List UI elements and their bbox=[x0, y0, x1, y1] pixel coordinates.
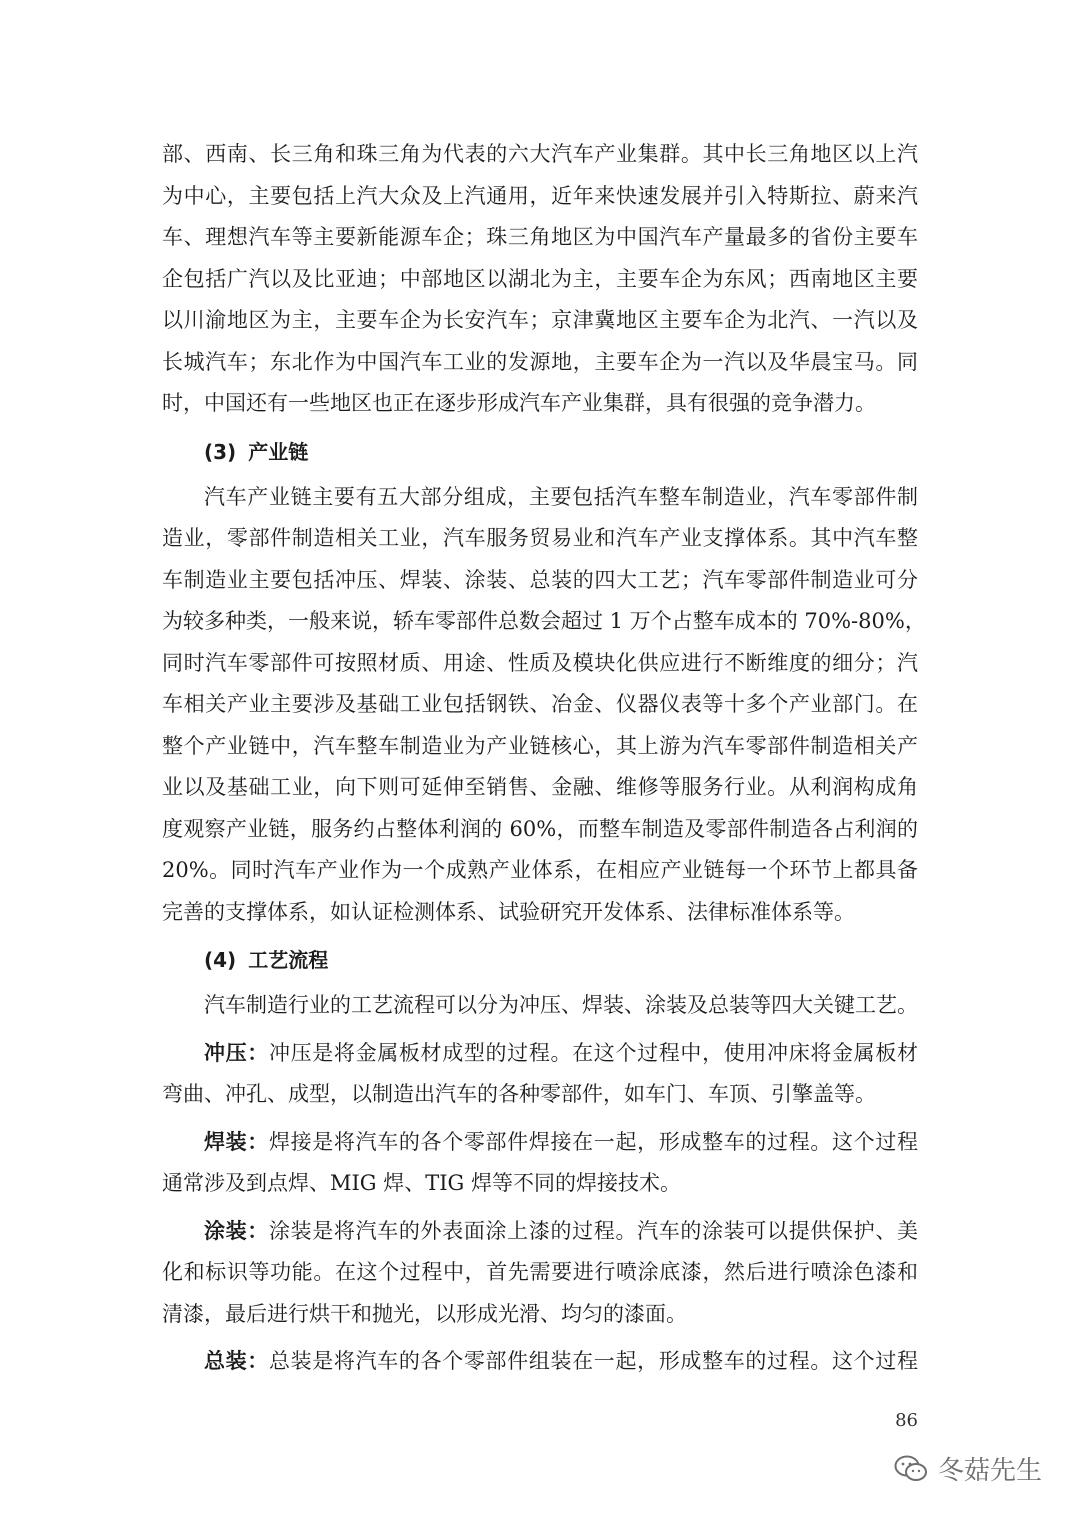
document-body bbox=[162, 134, 926, 1383]
section-number: (3) bbox=[204, 439, 237, 464]
text-line: 通常涉及到点焊、MIG 焊、TIG 焊等不同的焊接技术。 bbox=[162, 1171, 681, 1195]
wechat-icon bbox=[894, 1455, 928, 1483]
section-heading-industry-chain bbox=[162, 429, 918, 475]
text-line: 弯曲、冲孔、成型，以制造出汽车的各种零部件，如车门、车顶、引擎盖等。 bbox=[162, 1082, 876, 1106]
text-line bbox=[162, 1033, 918, 1075]
text-line: 整个产业链中，汽车整车制造业为产业链核心，其上游为汽车零部件制造相关产 bbox=[162, 733, 918, 758]
text-line: 车相关产业主要涉及基础工业包括钢铁、冶金、仪器仪表等十多个产业部门。在 bbox=[162, 692, 918, 716]
text-line: 为较多种类，一般来说，轿车零部件总数会超过 1 万个占整车成本的 70%-80%， bbox=[162, 609, 926, 633]
term-label: 涂装： bbox=[204, 1218, 269, 1243]
process-welding bbox=[162, 1122, 918, 1205]
term-description: 涂装是将汽车的外表面涂上漆的过程。汽车的涂装可以提供保护、美 bbox=[268, 1218, 918, 1243]
text-line: 时，中国还有一些地区也正在逐步形成汽车产业集群，具有很强的竞争潜力。 bbox=[162, 391, 876, 415]
process-assembly bbox=[162, 1341, 918, 1383]
text-line: 同时汽车零部件可按照材质、用途、性质及模块化供应进行不断维度的细分；汽 bbox=[162, 650, 918, 675]
term-label: 总装： bbox=[204, 1349, 269, 1373]
text-line: 企包括广汽以及比亚迪；中部地区以湖北为主，主要车企为东风；西南地区主要 bbox=[162, 266, 918, 291]
term-description: 冲压是将金属板材成型的过程。在这个过程中，使用冲床将金属板材 bbox=[268, 1040, 918, 1065]
text-line: 20%。同时汽车产业作为一个成熟产业体系，在相应产业链每一个环节上都具备 bbox=[162, 858, 918, 882]
text-line: 以川渝地区为主，主要车企为长安汽车；京津冀地区主要车企为北汽、一汽以及 bbox=[162, 308, 918, 332]
text-line: 部、西南、长三角和珠三角为代表的六大汽车产业集群。其中长三角地区以上汽 bbox=[162, 142, 918, 166]
term-label: 冲压： bbox=[204, 1040, 269, 1065]
text-line: 为中心，主要包括上汽大众及上汽通用，近年来快速发展并引入特斯拉、蔚来汽 bbox=[162, 183, 918, 208]
section-number: (4) bbox=[204, 948, 237, 972]
term-description: 总装是将汽车的各个零部件组装在一起，形成整车的过程。这个过程 bbox=[268, 1349, 918, 1373]
section-title: 工艺流程 bbox=[248, 948, 329, 972]
page-number: 86 bbox=[895, 1410, 918, 1431]
process-painting bbox=[162, 1211, 918, 1336]
section-title: 产业链 bbox=[248, 439, 309, 464]
text-line: 完善的支撑体系，如认证检测体系、试验研究开发体系、法律标准体系等。 bbox=[162, 899, 855, 924]
text-line bbox=[162, 1341, 918, 1383]
watermark bbox=[894, 1450, 1042, 1487]
process-stamping bbox=[162, 1033, 918, 1116]
text-line: 化和标识等功能。在这个过程中，首先需要进行喷涂底漆，然后进行喷涂色漆和 bbox=[162, 1260, 918, 1284]
text-line: 度观察产业链，服务约占整体利润的 60%，而整车制造及零部件制造各占利润的 bbox=[162, 816, 918, 841]
watermark-text: 冬菇先生 bbox=[937, 1456, 1042, 1486]
paragraph-industry-chain bbox=[162, 477, 926, 934]
text-line bbox=[162, 1211, 918, 1253]
term-label: 焊装： bbox=[204, 1129, 269, 1154]
text-line: 汽车产业链主要有五大部分组成，主要包括汽车整车制造业，汽车零部件制 bbox=[204, 484, 918, 509]
text-line: 长城汽车；东北作为中国汽车工业的发源地，主要车企为一汽以及华晨宝马。同 bbox=[162, 349, 918, 374]
text-line: 业以及基础工业，向下则可延伸至销售、金融、维修等服务行业。从利润构成角 bbox=[162, 775, 918, 799]
text-line: 造业，零部件制造相关工业，汽车服务贸易业和汽车产业支撑体系。其中汽车整 bbox=[162, 526, 918, 550]
text-line: 车、理想汽车等主要新能源车企；珠三角地区为中国汽车产量最多的省份主要车 bbox=[162, 225, 918, 249]
process-intro: 汽车制造行业的工艺流程可以分为冲压、焊装、涂装及总装等四大关键工艺。 bbox=[204, 993, 918, 1017]
section-heading-process-flow bbox=[162, 937, 918, 983]
term-description: 焊接是将汽车的各个零部件焊接在一起，形成整车的过程。这个过程 bbox=[268, 1129, 918, 1154]
text-line bbox=[162, 1122, 918, 1164]
text-line: 车制造业主要包括冲压、焊装、涂装、总装的四大工艺；汽车零部件制造业可分 bbox=[162, 567, 918, 592]
text-line: 清漆，最后进行烘干和抛光，以形成光滑、均匀的漆面。 bbox=[162, 1301, 687, 1326]
paragraph-industry-clusters bbox=[162, 134, 918, 425]
